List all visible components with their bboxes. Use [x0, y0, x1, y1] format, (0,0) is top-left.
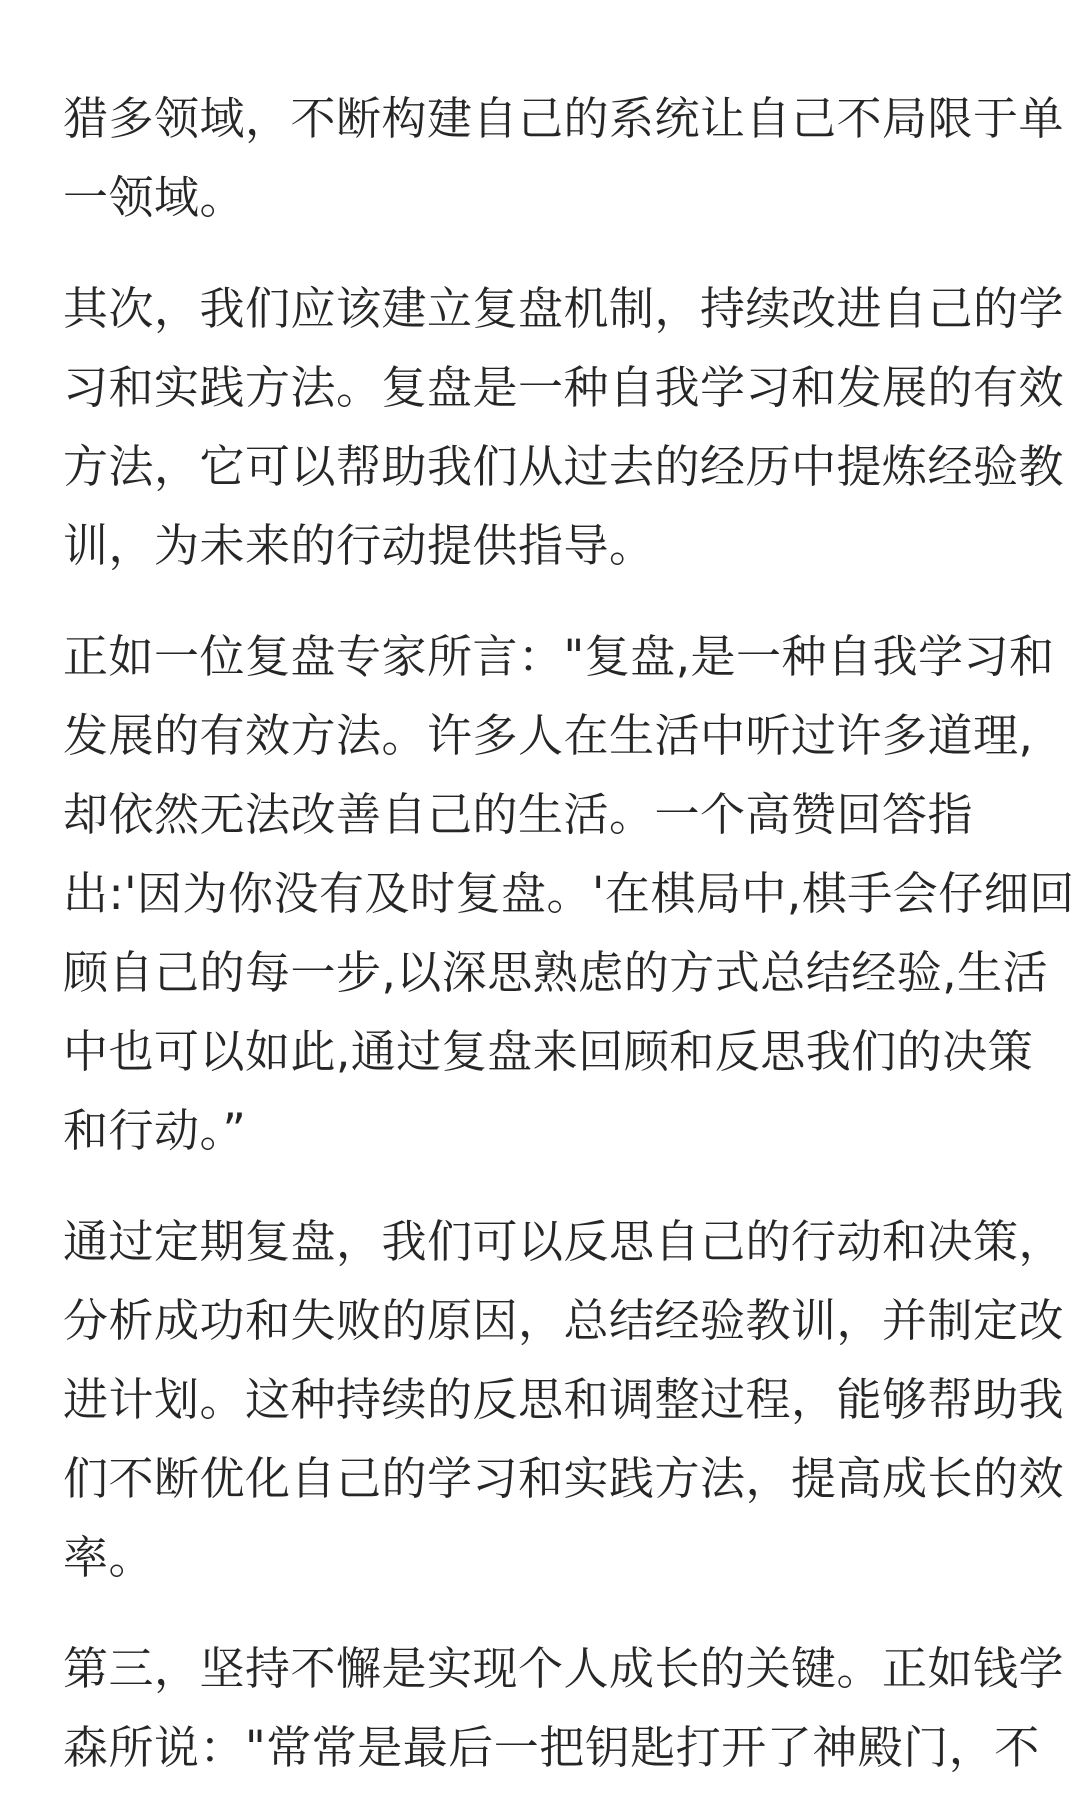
- text-line: 第三，坚持不懈是实现个人成长的关键。正如钱学: [63, 1642, 1065, 1695]
- text-line: 和行动。”: [63, 1104, 247, 1157]
- text-line: 正如一位复盘专家所言："复盘,是一种自我学习和: [63, 630, 1055, 683]
- text-line: 中也可以如此,通过复盘来回顾和反思我们的决策: [63, 1025, 1034, 1078]
- text-line: 习和实践方法。复盘是一种自我学习和发展的有效: [63, 361, 1065, 414]
- text-line: 训，为未来的行动提供指导。: [63, 519, 655, 572]
- text-line: 们不断优化自己的学习和实践方法，提高成长的效: [63, 1452, 1065, 1505]
- text-line: 分析成功和失败的原因，总结经验教训，并制定改: [63, 1294, 1065, 1347]
- text-line: 却依然无法改善自己的生活。一个高赞回答指: [63, 788, 974, 841]
- text-line: 其次，我们应该建立复盘机制，持续改进自己的学: [63, 282, 1065, 335]
- text-line: 猎多领域，不断构建自己的系统让自己不局限于单: [63, 92, 1065, 145]
- text-line: 方法，它可以帮助我们从过去的经历中提炼经验教: [63, 440, 1065, 493]
- paragraph-2: [63, 269, 1065, 585]
- paragraph-1: [63, 79, 1065, 237]
- text-line: 通过定期复盘，我们可以反思自己的行动和决策，: [63, 1215, 1065, 1268]
- text-line: 进计划。这种持续的反思和调整过程，能够帮助我: [63, 1373, 1065, 1426]
- text-line: 出:'因为你没有及时复盘。'在棋局中,棋手会仔细回: [63, 867, 1075, 920]
- paragraph-4: [63, 1202, 1065, 1597]
- text-line: 森所说："常常是最后一把钥匙打开了神殿门，不: [63, 1721, 1040, 1774]
- text-line: 发展的有效方法。许多人在生活中听过许多道理,: [63, 709, 1034, 762]
- text-line: 率。: [63, 1531, 155, 1584]
- text-line: 一领域。: [63, 171, 246, 224]
- paragraph-3-quote: [63, 617, 1075, 1170]
- paragraph-5: [63, 1629, 1065, 1787]
- text-line: 顾自己的每一步,以深思熟虑的方式总结经验,生活: [63, 946, 1049, 999]
- article-body: [63, 79, 1075, 1819]
